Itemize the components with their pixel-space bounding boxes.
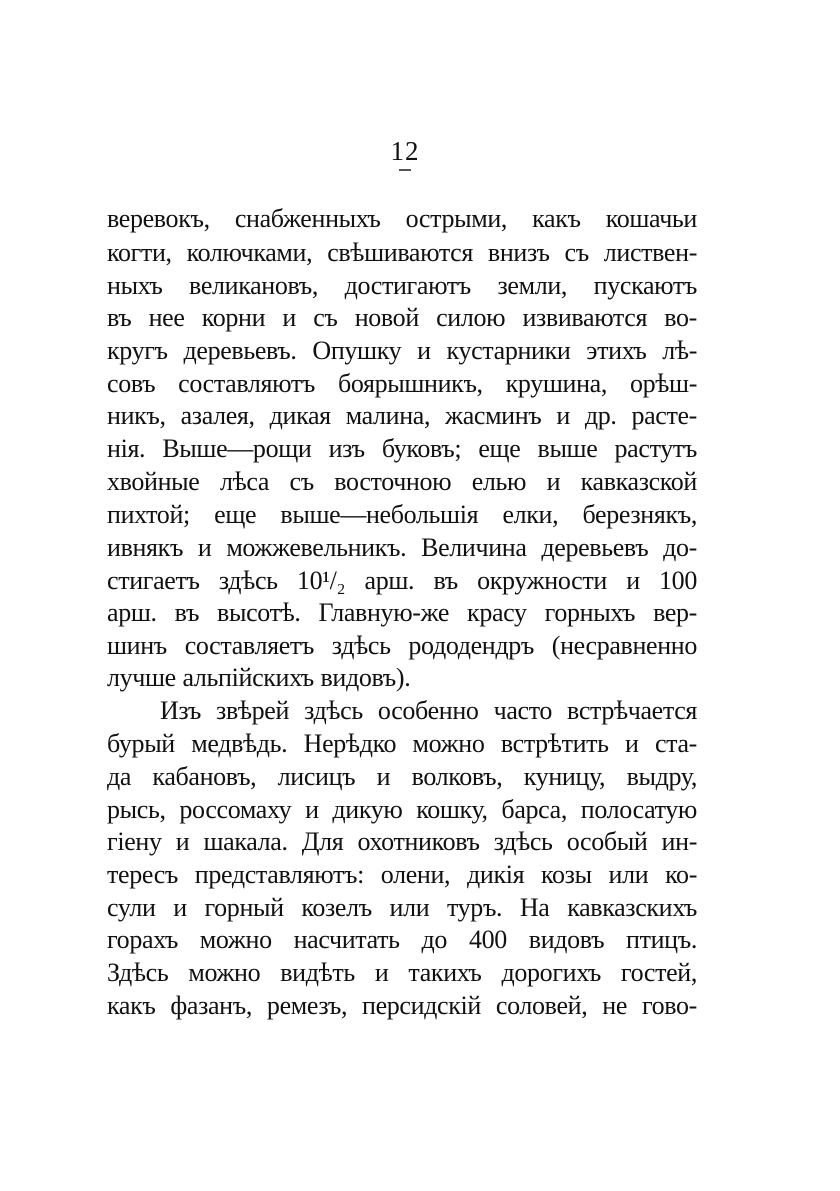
- text-line: ныхъ великановъ, достигаютъ земли, пускаютъ: [107, 271, 697, 300]
- text-line: никъ, азалея, дикая малина, жасминъ и др. расте-: [107, 401, 697, 430]
- text-line: лучше альпійскихъ видовъ).: [107, 663, 411, 692]
- text-line: хвойные лѣса съ восточною елью и кавказской: [107, 467, 697, 496]
- text-line: совъ составляютъ боярышникъ, крушина, орѣш-: [107, 369, 697, 398]
- text-line: сули и горный козелъ или туръ. На кавказскихъ: [107, 893, 697, 922]
- text-line: кругъ деревьевъ. Опушку и кустарники этихъ лѣ-: [107, 336, 697, 365]
- text-line: какъ фазанъ, ремезъ, персидскій соловей, не гово-: [107, 991, 697, 1020]
- text-line: рысь, россомаху и дикую кошку, барса, полосатую: [107, 795, 697, 824]
- text-line: бурый медвѣдь. Нерѣдко можно встрѣтить и ста-: [107, 729, 697, 758]
- text-line: горахъ можно насчитать до 400 видовъ птицъ.: [107, 925, 697, 954]
- text-line: гіену и шакала. Для охотниковъ здѣсь особый ин-: [107, 827, 697, 856]
- text-line: да кабановъ, лисицъ и волковъ, куницу, выдру,: [107, 762, 697, 791]
- text-line: въ нее корни и съ новой силою извиваются во-: [107, 303, 697, 332]
- text-line: Изъ звѣрей здѣсь особенно часто встрѣчается: [160, 696, 697, 725]
- text-line: веревокъ, снабженныхъ острыми, какъ кошачьи: [107, 204, 697, 233]
- text-line: нія. Выше—рощи изъ буковъ; еще выше растутъ: [107, 434, 697, 463]
- page-number-mark: [399, 169, 411, 171]
- text-line: Здѣсь можно видѣть и такихъ дорогихъ гостей,: [107, 958, 697, 987]
- text-line: когти, колючками, свѣшиваются внизъ съ листвен-: [107, 238, 697, 267]
- text-line: стигаетъ здѣсь 10¹/₂ арш. въ окружности и 100: [107, 566, 697, 595]
- text-line: ивнякъ и можжевельникъ. Величина деревьевъ до-: [107, 533, 697, 562]
- page-number: 12: [390, 136, 420, 166]
- text-line: арш. въ высотѣ. Главную-же красу горныхъ вер-: [107, 598, 697, 627]
- text-line: пихтой; еще выше—небольшія елки, березнякъ,: [107, 500, 697, 529]
- text-line: тересъ представляютъ: олени, дикія козы или ко-: [107, 860, 697, 889]
- text-line: шинъ составляетъ здѣсь рододендръ (несравненно: [107, 631, 697, 660]
